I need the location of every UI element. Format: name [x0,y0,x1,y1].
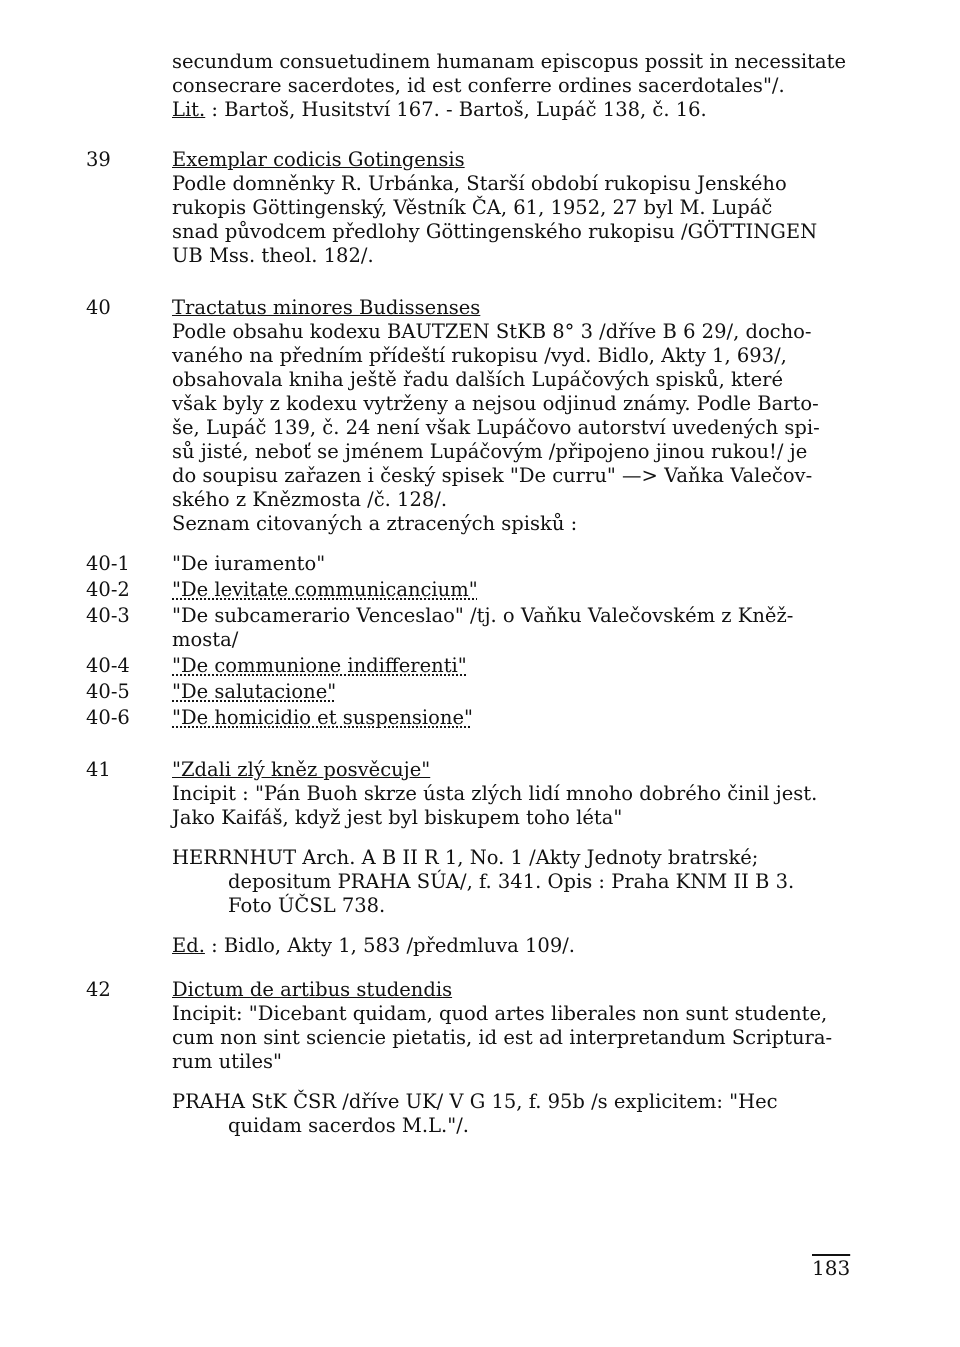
sub-entry-title: mosta/ [172,628,239,651]
entry-body [172,978,872,1138]
sub-entry-title: "De levitate communicancium" [172,578,478,601]
sub-entry [0,604,880,628]
entry-number: 41 [86,758,111,781]
continuation-text [172,50,872,122]
entry-number: 39 [86,148,111,171]
entry-title: Tractatus minores Budissenses [172,296,481,319]
sub-entry-number: 40-6 [86,706,130,729]
sub-entry [0,706,880,730]
entry-number: 42 [86,978,111,1001]
sub-entry [0,578,880,602]
manuscript-line: PRAHA StK ČSR /dříve UK/ V G 15, f. 95b /s explicitem: "Hec [172,1090,778,1113]
text-line: Lit. : Bartoš, Husitství 167. - Bartoš, Lupáč 138, č. 16. [172,98,707,121]
sub-entry-continuation [0,628,880,652]
manuscript-line: depositum PRAHA SÚA/, f. 341. Opis : Praha KNM II B 3. [228,870,795,893]
page-number: 183 [812,1256,851,1280]
text-line: vaného na předním přídeští rukopisu /vyd. Bidlo, Akty 1, 693/, [172,344,787,367]
sub-entry-number: 40-1 [86,552,130,575]
sub-entry-title: "De subcamerario Venceslao" /tj. o Vaňku Valečovském z Kněž- [172,604,794,627]
sub-entry-number: 40-2 [86,578,130,601]
manuscript-line: HERRNHUT Arch. A B II R 1, No. 1 /Akty Jednoty bratrské; [172,846,759,869]
manuscript-line: quidam sacerdos M.L."/. [228,1114,469,1137]
entry-title: Dictum de artibus studendis [172,978,453,1001]
text-line: rukopis Göttingenský, Věstník ČA, 61, 1952, 27 byl M. Lupáč [172,196,773,219]
text-line: še, Lupáč 139, č. 24 není však Lupáčovo autorství uvedených spi- [172,416,820,439]
entry-title: "Zdali zlý kněz posvěcuje" [172,758,431,781]
sub-entry-number: 40-3 [86,604,130,627]
manuscript-line: Foto ÚČSL 738. [228,894,386,917]
text-line: consecrare sacerdotes, id est conferre ordines sacerdotales"/. [172,74,785,97]
sub-entry [0,680,880,704]
text-line: snad původcem předlohy Göttingenského rukopisu /GÖTTINGEN [172,220,818,243]
text-line: však byly z kodexu vytrženy a nejsou odjinud známy. Podle Barto- [172,392,819,415]
text-line: Podle obsahu kodexu BAUTZEN StKB 8° 3 /dříve B 6 29/, docho- [172,320,812,343]
entry-body [172,296,872,536]
text-line: sů jisté, neboť se jménem Lupáčovým /připojeno jinou rukou!/ je [172,440,808,463]
text-line: Incipit: "Dicebant quidam, quod artes liberales non sunt studente, [172,1002,828,1025]
text-line: ského z Knězmosta /č. 128/. [172,488,448,511]
entry-number: 40 [86,296,111,319]
lit-label: Lit. [172,98,206,121]
sub-entry-title: "De homicidio et suspensione" [172,706,473,729]
text-line: obsahovala kniha ještě řadu dalších Lupáčových spisků, které [172,368,784,391]
text-line: rum utiles" [172,1050,282,1073]
text-line: Jako Kaifáš, když jest byl biskupem toho léta" [172,806,623,829]
text-line: Incipit : "Pán Buoh skrze ústa zlých lidí mnoho dobrého činil jest. [172,782,818,805]
sub-entry-title: "De iuramento" [172,552,326,575]
text-line: secundum consuetudinem humanam episcopus possit in necessitate [172,50,846,73]
entry-body [172,758,872,958]
text-line: UB Mss. theol. 182/. [172,244,374,267]
edition-text: : Bidlo, Akty 1, 583 /předmluva 109/. [211,934,575,957]
text-line: Seznam citovaných a ztracených spisků : [172,512,578,535]
edition-label: Ed. [172,934,205,957]
sub-entry-number: 40-4 [86,654,130,677]
text-line: Podle domněnky R. Urbánka, Starší období rukopisu Jenského [172,172,787,195]
sub-entry-title: "De salutacione" [172,680,337,703]
sub-entry [0,552,880,576]
entry-body [172,148,872,268]
text-line: cum non sint sciencie pietatis, id est ad interpretandum Scriptura- [172,1026,833,1049]
sub-entry [0,654,880,678]
sub-entry-number: 40-5 [86,680,130,703]
text-line: do soupisu zařazen i český spisek "De curru" —> Vaňka Valečov- [172,464,813,487]
sub-entry-title: "De communione indifferenti" [172,654,467,677]
entry-title: Exemplar codicis Gotingensis [172,148,465,171]
lit-text: Bartoš, Husitství 167. - Bartoš, Lupáč 138, č. 16. [224,98,707,121]
edition-line [172,934,872,958]
